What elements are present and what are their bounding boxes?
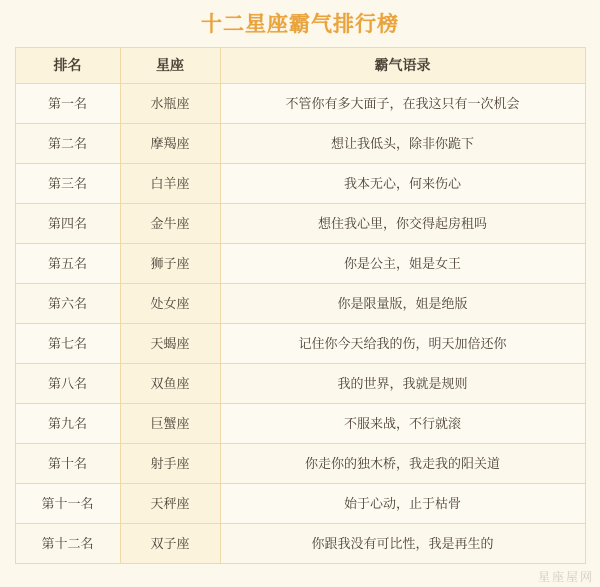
cell-sign: 双鱼座: [120, 364, 220, 404]
cell-quote: 你跟我没有可比性，我是再生的: [220, 524, 585, 564]
table-row: [15, 484, 585, 524]
cell-rank: 第五名: [15, 244, 120, 284]
cell-rank: 第十名: [15, 444, 120, 484]
cell-sign: 白羊座: [120, 164, 220, 204]
cell-quote: 你是公主，姐是女王: [220, 244, 585, 284]
cell-sign: 金牛座: [120, 204, 220, 244]
cell-quote: 不管你有多大面子，在我这只有一次机会: [220, 84, 585, 124]
cell-rank: 第三名: [15, 164, 120, 204]
watermark-text: 星座屋网: [537, 570, 594, 584]
page-title: 十二星座霸气排行榜: [201, 13, 399, 36]
table-row: [15, 204, 585, 244]
cell-sign: 双子座: [120, 524, 220, 564]
column-header-sign: 星座: [120, 48, 220, 84]
cell-rank: 第六名: [15, 284, 120, 324]
cell-rank: 第十一名: [15, 484, 120, 524]
cell-sign: 摩羯座: [120, 124, 220, 164]
table-row: [15, 124, 585, 164]
cell-quote: 不服来战，不行就滚: [220, 404, 585, 444]
cell-rank: 第九名: [15, 404, 120, 444]
cell-quote: 想让我低头，除非你跪下: [220, 124, 585, 164]
cell-quote: 你是限量版，姐是绝版: [220, 284, 585, 324]
cell-rank: 第十二名: [15, 524, 120, 564]
cell-quote: 我的世界，我就是规则: [220, 364, 585, 404]
cell-rank: 第四名: [15, 204, 120, 244]
cell-quote: 始于心动，止于枯骨: [220, 484, 585, 524]
cell-sign: 水瓶座: [120, 84, 220, 124]
table-row: [15, 444, 585, 484]
column-header-rank: 排名: [15, 48, 120, 84]
table-row: [15, 364, 585, 404]
cell-quote: 你走你的独木桥，我走我的阳关道: [220, 444, 585, 484]
table-row: [15, 244, 585, 284]
cell-rank: 第一名: [15, 84, 120, 124]
table-row: [15, 324, 585, 364]
cell-sign: 巨蟹座: [120, 404, 220, 444]
cell-quote: 我本无心，何来伤心: [220, 164, 585, 204]
table-row: [15, 164, 585, 204]
table-header-row: [15, 48, 585, 84]
cell-sign: 射手座: [120, 444, 220, 484]
cell-quote: 记住你今天给我的伤，明天加倍还你: [220, 324, 585, 364]
column-header-quote: 霸气语录: [220, 48, 585, 84]
cell-rank: 第七名: [15, 324, 120, 364]
zodiac-ranking-table: [15, 47, 586, 564]
table-row: [15, 404, 585, 444]
table-row: [15, 284, 585, 324]
cell-sign: 处女座: [120, 284, 220, 324]
cell-sign: 天秤座: [120, 484, 220, 524]
cell-rank: 第二名: [15, 124, 120, 164]
table-row: [15, 84, 585, 124]
cell-quote: 想住我心里，你交得起房租吗: [220, 204, 585, 244]
cell-sign: 狮子座: [120, 244, 220, 284]
cell-rank: 第八名: [15, 364, 120, 404]
cell-sign: 天蝎座: [120, 324, 220, 364]
table-row: [15, 524, 585, 564]
